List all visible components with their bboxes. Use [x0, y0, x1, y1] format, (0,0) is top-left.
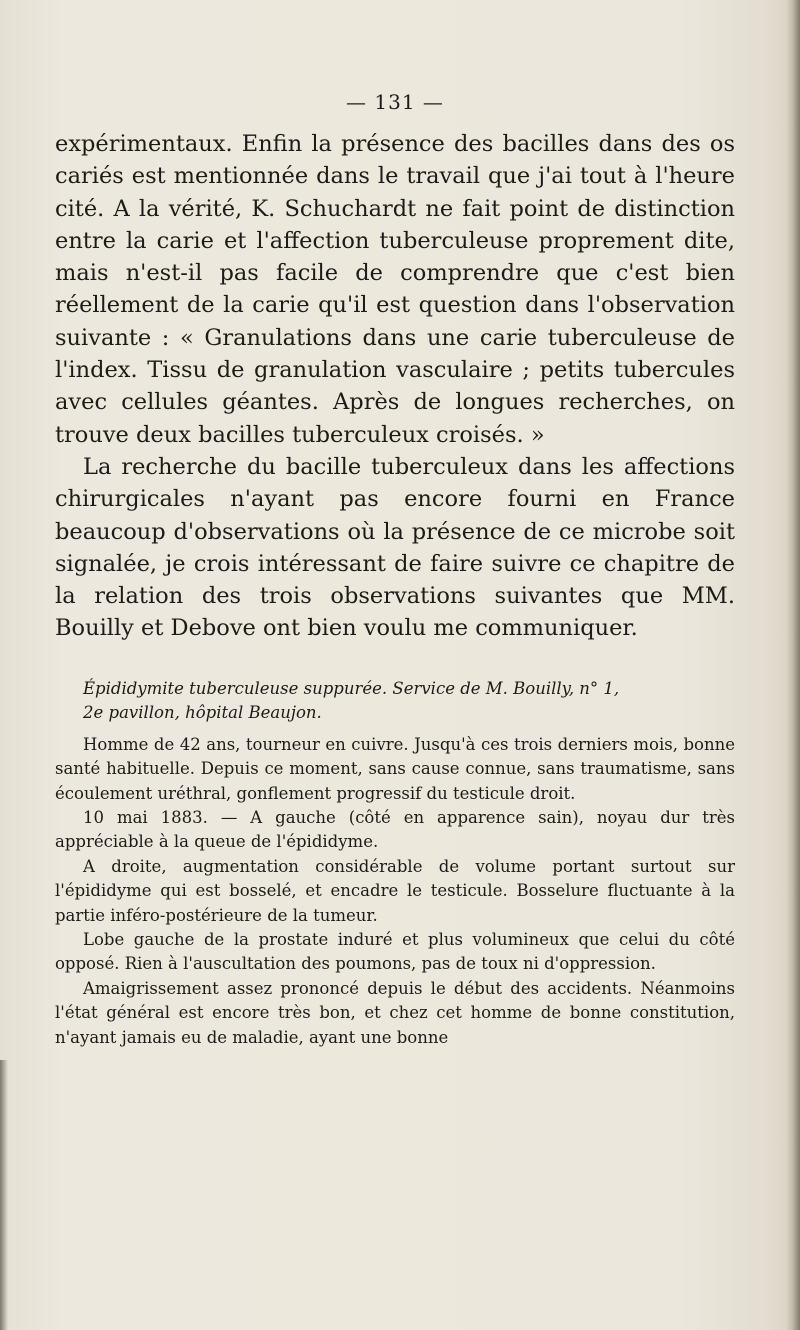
page-edge-shadow — [786, 0, 800, 1330]
case-paragraph: A droite, augmentation considérable de volume portant surtout sur l'épididyme qui est bosselé, et encadre le testicule. Bosselure fluctuante à la partie inféro-postérieure de la tumeur. — [55, 856, 735, 925]
case-title: Épididymite tuberculeuse suppurée. Service de M. Bouilly, n° 1, — [83, 678, 620, 698]
page-text — [55, 90, 735, 1050]
main-text — [55, 128, 735, 645]
page-number: — 131 — — [346, 90, 444, 114]
case-paragraph: Homme de 42 ans, tourneur en cuivre. Jusqu'à ces trois derniers mois, bonne santé habituelle. Depuis ce moment, sans cause connue, sans traumatisme, sans écoulement uréthral, gonflement progressif du testicule droit. — [55, 734, 735, 803]
case-paragraph: 10 mai 1883. — A gauche (côté en apparence sain), noyau dur très appréciable à la queue de l'épididyme. — [55, 807, 735, 852]
case-report — [55, 733, 735, 1050]
case-subtitle: 2e pavillon, hôpital Beaujon. — [83, 702, 322, 722]
page-edge-shadow-left — [0, 1060, 8, 1330]
case-heading — [55, 677, 735, 725]
paragraph: expérimentaux. Enfin la présence des bacilles dans des os cariés est mentionnée dans le travail que j'ai tout à l'heure cité. A la vérité, K. Schuchardt ne fait point de distinction entre la carie et l'affection tuberculeuse proprement dite, mais n'est-il pas facile de comprendre que c'est bien réellement de la carie qu'il est question dans l'observation suivante : « Granulations dans une carie tuberculeuse de l'index. Tissu de granulation vasculaire ; petits tubercules avec cellules géantes. Après de longues recherches, on trouve deux bacilles tuberculeux croisés. » — [55, 131, 735, 448]
paragraph: La recherche du bacille tuberculeux dans les affections chirurgicales n'ayant pas encore fourni en France beaucoup d'observations où la présence de ce microbe soit signalée, je crois intéressant de faire suivre ce chapitre de la relation des trois observations suivantes que MM. Bouilly et Debove ont bien voulu me communiquer. — [55, 453, 735, 642]
case-paragraph: Amaigrissement assez prononcé depuis le début des accidents. Néanmoins l'état général est encore très bon, et chez cet homme de bonne constitution, n'ayant jamais eu de maladie, ayant une bonne — [55, 978, 735, 1047]
case-paragraph: Lobe gauche de la prostate induré et plus volumineux que celui du côté opposé. Rien à l'auscultation des poumons, pas de toux ni d'oppression. — [55, 930, 735, 974]
